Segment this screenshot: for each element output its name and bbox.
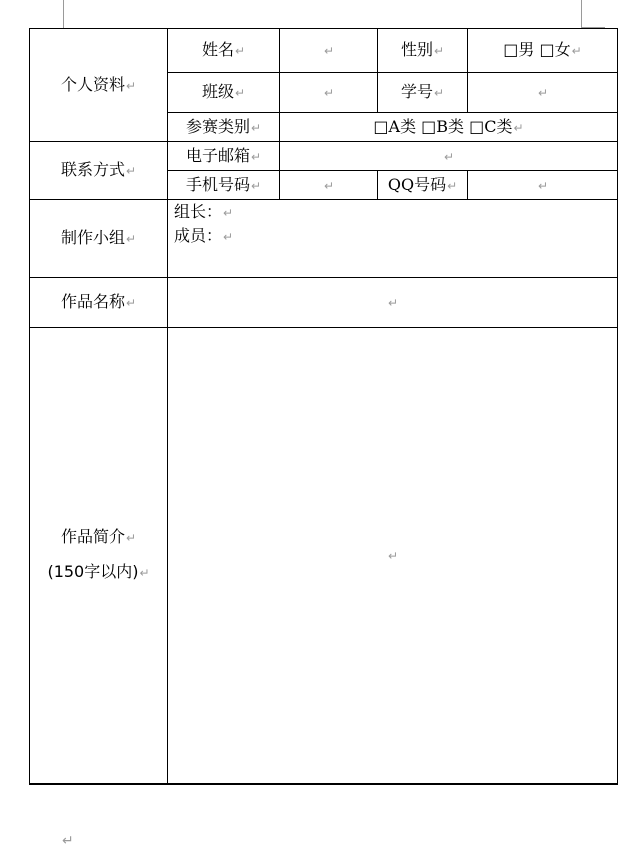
return-mark: ↵ (250, 149, 262, 164)
return-mark: ↵ (125, 164, 137, 178)
phone-value-cell[interactable] (280, 171, 378, 200)
category-label: 参赛类别 (185, 116, 250, 136)
name-label: 姓名 (201, 40, 234, 59)
gender-options-cell[interactable] (468, 29, 618, 73)
return-mark: ↵ (323, 44, 335, 58)
team-members-label: 成员： (174, 226, 223, 245)
intro-sublabel-line (32, 555, 165, 590)
name-label-cell (168, 29, 280, 73)
qq-label-cell (378, 171, 468, 200)
return-mark: ↵ (139, 566, 150, 581)
row-intro (30, 328, 618, 784)
personal-info-header (30, 29, 168, 142)
return-mark: ↵ (537, 178, 549, 193)
row-work-name (30, 278, 618, 328)
return-mark: ↵ (387, 296, 399, 310)
return-mark: ↵ (447, 178, 458, 193)
student-id-value-cell[interactable] (468, 73, 618, 113)
email-label: 电子邮箱 (185, 145, 250, 165)
return-mark: ↵ (223, 206, 234, 220)
registration-form-table (29, 28, 618, 785)
category-label-cell (168, 113, 280, 142)
return-mark: ↵ (250, 120, 262, 135)
return-mark: ↵ (323, 86, 335, 100)
row-team (30, 200, 618, 278)
gender-label: 性别 (400, 40, 433, 59)
return-mark: ↵ (537, 86, 549, 100)
name-value-cell[interactable] (280, 29, 378, 73)
intro-sublabel: (150字以内) (47, 562, 139, 582)
return-mark: ↵ (433, 44, 445, 58)
return-mark: ↵ (250, 178, 262, 193)
row-email (30, 142, 618, 171)
paragraph-end-mark: ↵ (62, 833, 74, 849)
return-mark: ↵ (234, 86, 246, 100)
return-mark: ↵ (387, 548, 399, 563)
team-leader-line[interactable] (174, 200, 615, 224)
work-name-value-cell[interactable] (168, 278, 618, 328)
contact-header (30, 142, 168, 200)
crop-mark-left (63, 0, 64, 28)
class-value-cell[interactable] (280, 73, 378, 113)
intro-label: 作品简介 (60, 527, 125, 547)
contact-label: 联系方式 (60, 160, 125, 179)
return-mark: ↵ (125, 232, 137, 246)
return-mark: ↵ (125, 296, 137, 310)
team-members-line[interactable] (174, 224, 615, 248)
team-label: 制作小组 (60, 228, 125, 247)
student-id-label-cell (378, 73, 468, 113)
return-mark: ↵ (234, 44, 246, 58)
student-id-label: 学号 (400, 82, 433, 101)
return-mark: ↵ (125, 78, 137, 93)
email-value-cell[interactable] (280, 142, 618, 171)
intro-header (30, 328, 168, 784)
gender-label-cell (378, 29, 468, 73)
return-mark: ↵ (125, 531, 137, 546)
qq-value-cell[interactable] (468, 171, 618, 200)
intro-label-line (32, 520, 165, 555)
return-mark: ↵ (513, 120, 524, 135)
return-mark: ↵ (323, 178, 335, 193)
category-options-cell[interactable] (280, 113, 618, 142)
team-members-cell[interactable] (168, 200, 618, 278)
category-options[interactable]: □A类 □B类 □C类 (373, 116, 513, 136)
personal-info-label: 个人资料 (60, 74, 125, 94)
phone-label: 手机号码 (185, 174, 250, 194)
return-mark: ↵ (433, 86, 445, 100)
crop-mark-right (581, 0, 582, 28)
email-label-cell (168, 142, 280, 171)
work-name-label: 作品名称 (60, 292, 125, 311)
phone-label-cell (168, 171, 280, 200)
qq-label: QQ号码 (387, 174, 447, 194)
team-header (30, 200, 168, 278)
class-label-cell (168, 73, 280, 113)
intro-value-cell[interactable] (168, 328, 618, 784)
gender-options[interactable]: □男 □女 (503, 40, 571, 59)
team-leader-label: 组长： (174, 202, 223, 221)
class-label: 班级 (201, 82, 234, 101)
return-mark: ↵ (571, 44, 582, 58)
return-mark: ↵ (223, 230, 234, 244)
row-name-gender (30, 29, 618, 73)
work-name-header (30, 278, 168, 328)
return-mark: ↵ (443, 149, 455, 164)
